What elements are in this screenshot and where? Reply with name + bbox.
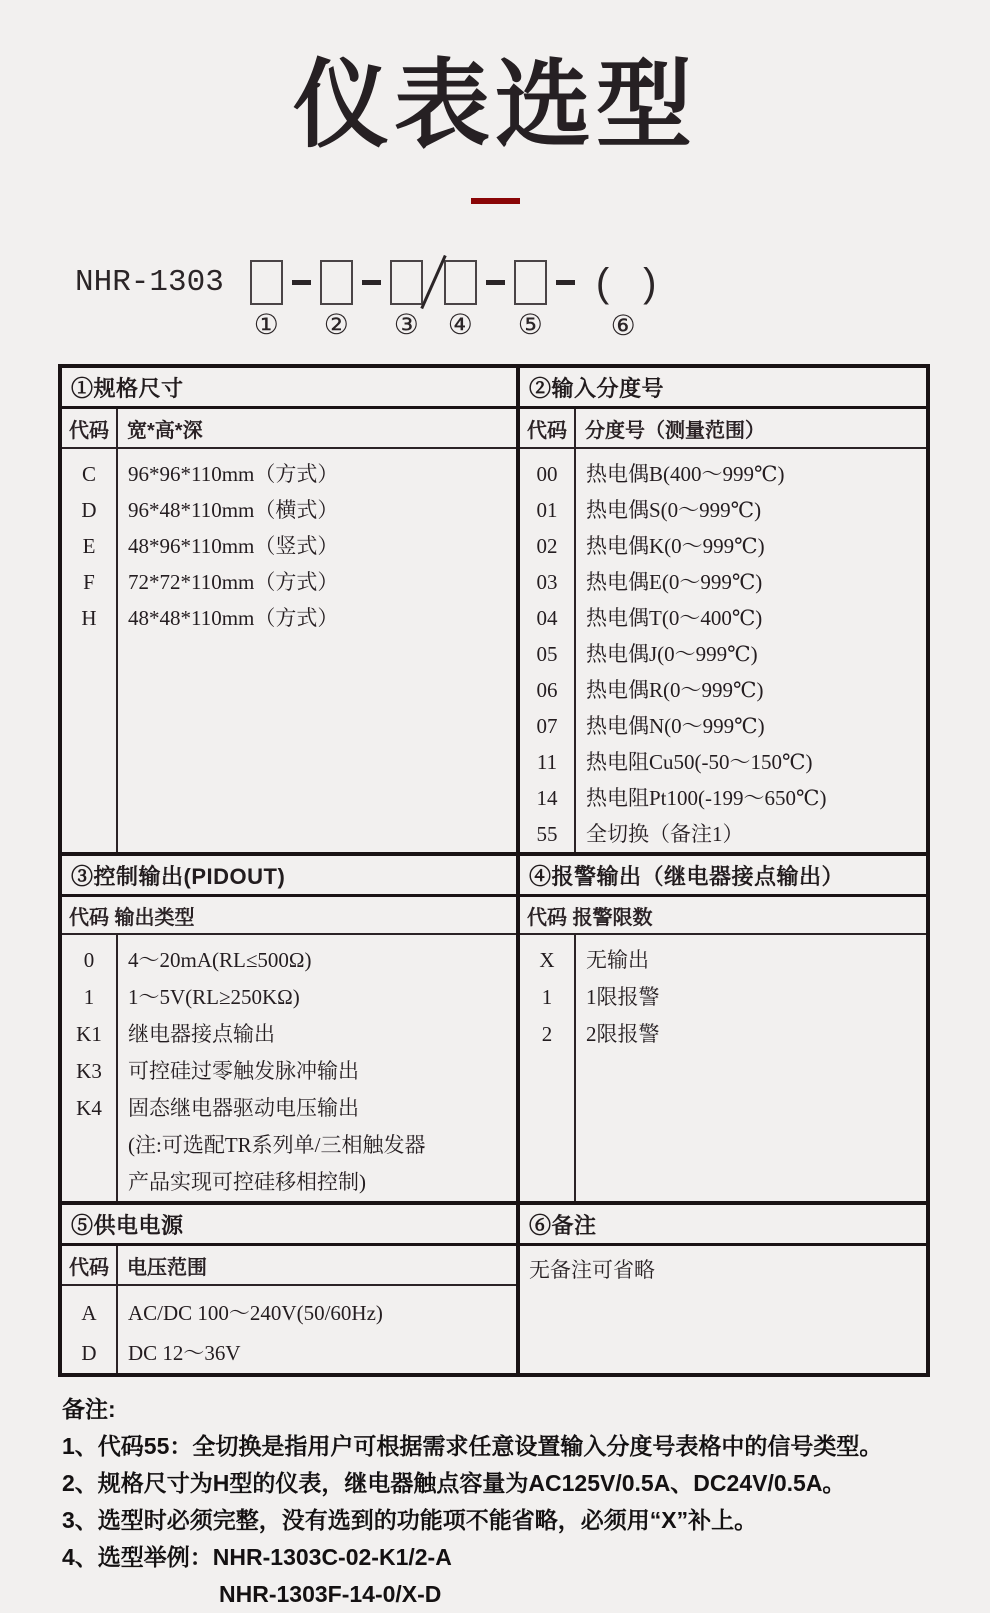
dash-separator [292,280,311,285]
code-cell: C [81,462,96,486]
code-cell: 00 [536,462,558,486]
desc-cell: 4～20mA(RL≤500Ω) [128,948,312,972]
input-desc-column [576,449,926,852]
desc-cell: 固态继电器驱动电压输出 [128,1096,359,1120]
footnotes [62,1391,990,1613]
code-cell: E [82,534,96,558]
note-item-4-continuation: NHR-1303F-14-0/X-D [219,1581,442,1607]
open-paren: ( [595,261,610,305]
desc-cell: 48*48*110mm（方式） [128,606,339,630]
control-code-column [62,935,118,1201]
desc-cell: 热电偶T(0～400℃) [586,606,763,630]
desc-cell: 96*96*110mm（方式） [128,462,339,486]
remark-section [520,1205,926,1373]
band-spec-input [62,368,926,852]
code-cell: 03 [536,570,558,594]
order-slot-1 [250,260,283,341]
slot-number-4: ④ [447,310,473,341]
spec-code-header: 代码 [62,409,118,447]
desc-cell: 热电偶N(0～999℃) [586,714,765,738]
order-box-4 [444,260,477,305]
desc-cell: DC 12～36V [128,1341,241,1365]
power-code-column [62,1286,118,1373]
code-cell: 11 [536,750,558,774]
input-subheader [520,409,926,449]
slot-number-1: ① [253,310,279,341]
desc-cell: 热电阻Pt100(-199～650℃) [586,786,827,810]
code-cell: 06 [536,678,558,702]
spec-subheader [62,409,516,449]
code-cell: 0 [83,948,95,972]
order-slot-4 [444,260,477,341]
remark-section-title: ⑥备注 [520,1205,926,1246]
spec-data [62,449,516,852]
desc-cell: 热电偶K(0～999℃) [586,534,765,558]
input-desc-header: 分度号（测量范围） [585,419,765,442]
control-section [62,856,520,1201]
spec-section [62,368,520,852]
desc-cell: 热电偶S(0～999℃) [586,498,762,522]
desc-cell: 48*96*110mm（竖式） [128,534,339,558]
order-slot-5 [514,260,547,341]
order-slot-2 [320,260,353,341]
slot-number-5: ⑤ [517,310,543,341]
desc-cell: 继电器接点输出 [128,1022,275,1046]
note-item-1: 1、代码55：全切换是指用户可根据需求任意设置输入分度号表格中的信号类型。 [62,1433,883,1459]
code-cell: 55 [536,822,558,846]
parentheses [596,260,657,306]
alarm-data [520,935,926,1201]
dash-separator [362,280,381,285]
desc-cell: AC/DC 100～240V(50/60Hz) [128,1301,383,1325]
desc-cell: 产品实现可控硅移相控制) [128,1170,366,1194]
note-item-3: 3、选型时必须完整，没有选到的功能项不能省略，必须用“X”补上。 [62,1507,758,1533]
code-cell: D [81,498,97,522]
code-cell: A [81,1301,97,1325]
spec-code-column [62,449,118,852]
code-cell: K4 [76,1096,102,1120]
code-cell: 04 [536,606,558,630]
input-code-column [520,449,576,852]
code-cell: 01 [536,498,558,522]
code-cell [62,1127,116,1164]
desc-cell: 全切换（备注1） [586,822,744,846]
note-item-2: 2、规格尺寸为H型的仪表，继电器触点容量为AC125V/0.5A、DC24V/0.5A。 [62,1470,846,1496]
alarm-section-title: ④报警输出（继电器接点输出） [520,856,926,897]
desc-cell: 1～5V(RL≥250KΩ) [128,985,300,1009]
slot-number-6: ⑥ [610,311,636,342]
control-subheader: 代码 输出类型 [62,897,516,935]
input-data [520,449,926,852]
desc-cell: (注:可选配TR系列单/三相触发器 [128,1133,426,1157]
power-desc-header: 电压范围 [127,1256,207,1279]
alarm-code-column [520,935,576,1201]
code-cell: K3 [76,1059,102,1083]
control-section-title: ③控制输出(PIDOUT) [62,856,516,897]
code-cell: F [83,570,95,594]
code-cell: 1 [541,985,553,1009]
power-subheader [62,1246,516,1286]
code-cell: 14 [536,786,558,810]
order-box-5 [514,260,547,305]
desc-cell: 热电偶B(400～999℃) [586,462,785,486]
desc-cell: 1限报警 [586,985,660,1009]
control-desc-column [118,935,516,1201]
spec-desc-column [118,449,516,852]
code-cell: 05 [536,642,558,666]
order-slot-3 [390,260,423,341]
alarm-section [520,856,926,1201]
desc-cell: 96*48*110mm（横式） [128,498,339,522]
title-underline [471,198,520,204]
model-code-row [0,260,990,342]
close-paren: ) [643,261,657,305]
order-box-3 [390,260,423,305]
power-data [62,1286,516,1373]
note-item-4: 4、选型举例：NHR-1303C-02-K1/2-A [62,1544,452,1570]
slot-number-2: ② [323,310,349,341]
spec-desc-header: 宽*高*深 [127,419,203,442]
desc-cell: 热电偶R(0～999℃) [586,678,764,702]
band-power-remark [62,1201,926,1373]
dash-separator [486,280,505,285]
code-cell: 2 [541,1022,553,1046]
desc-cell: 热电偶J(0～999℃) [586,642,758,666]
selection-table [58,364,930,1377]
band-control-alarm [62,852,926,1201]
spec-section-title: ①规格尺寸 [62,368,516,409]
input-code-header: 代码 [520,409,576,447]
code-cell: H [81,606,97,630]
code-cell: K1 [76,1022,102,1046]
code-cell: 07 [536,714,558,738]
model-prefix: NHR-1303 [75,265,224,300]
page-title: 仪表选型 [293,52,697,159]
desc-cell: 72*72*110mm（方式） [128,570,339,594]
remark-note: 无备注可省略 [529,1258,655,1282]
code-cell: 02 [536,534,558,558]
desc-cell: 热电阻Cu50(-50～150℃) [586,750,813,774]
order-box-2 [320,260,353,305]
slot-number-3: ③ [393,310,419,341]
order-box-1 [250,260,283,305]
desc-cell: 可控硅过零触发脉冲输出 [128,1059,359,1083]
code-cell: X [539,948,555,972]
alarm-desc-column [576,935,926,1201]
notes-heading: 备注: [62,1396,116,1422]
slash-separator [420,255,446,309]
desc-cell: 热电偶E(0～999℃) [586,570,763,594]
power-section [62,1205,520,1373]
power-section-title: ⑤供电电源 [62,1205,516,1246]
control-data [62,935,516,1201]
code-cell: D [81,1341,97,1365]
power-code-header: 代码 [62,1246,118,1284]
alarm-subheader: 代码 报警限数 [520,897,926,935]
input-section-title: ②输入分度号 [520,368,926,409]
code-cell: 1 [83,985,95,1009]
desc-cell: 2限报警 [586,1022,660,1046]
dash-separator [556,280,575,285]
order-slot-6 [590,260,657,342]
desc-cell: 无输出 [586,948,649,972]
input-section [520,368,926,852]
code-cell [62,1164,116,1201]
power-desc-column [118,1286,516,1373]
